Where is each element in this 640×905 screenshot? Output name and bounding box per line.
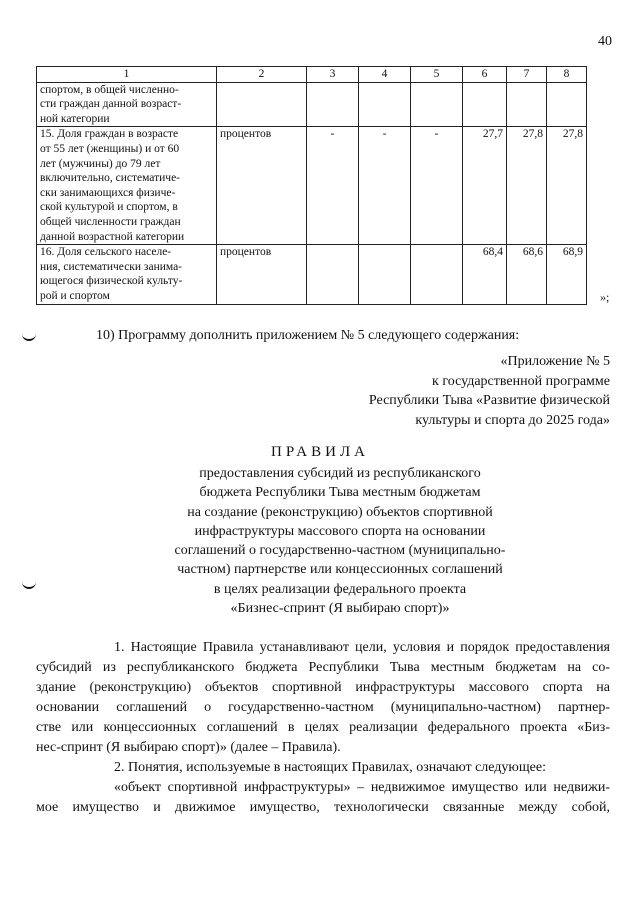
body-line: здание (реконструкцию) объектов спортивной инфраструктуры массового спорта на	[36, 680, 610, 695]
subtitle-line: бюджета Республики Тыва местным бюджетам	[199, 485, 481, 501]
amendment-paragraph: 10) Программу дополнить приложением № 5 следующего содержания:	[96, 328, 520, 343]
cell-line: сти граждан данной возраст-	[40, 98, 182, 111]
subtitle-line: в целях реализации федерального проекта	[213, 581, 467, 597]
cell-line: 16. Доля сельского населе-	[40, 246, 172, 259]
appendix-line: Республики Тыва «Развитие физической	[368, 393, 610, 408]
cell-line: рой и спортом	[40, 289, 110, 302]
value-cell	[411, 245, 463, 304]
value-cell: 27,7	[463, 127, 507, 245]
subtitle-line: частном) партнерстве или концессионных соглашений	[177, 562, 503, 578]
cell-line: спортом, в общей численно-	[40, 83, 179, 96]
body-line: «объект спортивной инфраструктуры» – недвижимое имущество или недвижи-	[114, 780, 610, 795]
header-cell: 6	[463, 67, 507, 83]
value-cell: 68,6	[507, 245, 547, 304]
table-header-row	[37, 67, 587, 83]
value-cell	[507, 82, 547, 127]
subtitle-line: инфраструктуры массового спорта на основании	[194, 523, 486, 539]
table-closing-quote: »;	[600, 290, 610, 304]
value-cell	[359, 245, 411, 304]
appendix-line: к государственной программе	[432, 373, 610, 389]
unit-cell: процентов	[217, 245, 307, 304]
cell-line: от 55 лет (женщины) и от 60	[40, 142, 180, 155]
value-cell	[463, 82, 507, 127]
indicator-name-cell	[37, 245, 217, 304]
value-cell: -	[411, 127, 463, 245]
indicators-table	[36, 66, 587, 305]
value-cell	[547, 82, 587, 127]
body-line: нес-спринт (Я выбираю спорт)» (далее – Правила).	[36, 740, 341, 755]
value-cell	[307, 82, 359, 127]
header-cell: 3	[307, 67, 359, 83]
header-cell: 5	[411, 67, 463, 83]
cell-line: ющегося физической культу-	[40, 275, 183, 288]
margin-mark	[22, 581, 36, 589]
body-line: 2. Понятия, используемые в настоящих Правилах, означают следующее:	[114, 760, 546, 775]
table-row	[37, 127, 587, 245]
body-line: стве или концессионных соглашений в целях реализации федерального проекта «Биз-	[36, 720, 610, 735]
header-cell: 2	[217, 67, 307, 83]
cell-line: ной категории	[40, 112, 110, 125]
cell-line: 15. Доля граждан в возрасте	[40, 128, 179, 141]
margin-mark	[22, 333, 36, 341]
cell-line: общей численности граждан	[40, 215, 181, 228]
appendix-line: культуры и спорта до 2025 года»	[415, 412, 610, 428]
cell-line: данной возрастной категории	[40, 230, 185, 243]
value-cell	[411, 82, 463, 127]
body-line: 1. Настоящие Правила устанавливают цели, условия и порядок предоставления	[114, 640, 610, 655]
value-cell: 68,4	[463, 245, 507, 304]
body-text	[36, 638, 610, 818]
cell-line: ской культурой и спортом, в	[40, 201, 178, 214]
cell-line: лет (мужчины) до 79 лет	[40, 157, 161, 170]
unit-cell	[217, 82, 307, 127]
subtitle-line: соглашений о государственно-частном (муниципально-	[174, 543, 506, 559]
header-cell: 7	[507, 67, 547, 83]
page-number: 40	[598, 34, 612, 49]
indicator-name-cell	[37, 127, 217, 245]
subtitle-line: «Бизнес-спринт (Я выбираю спорт)»	[230, 601, 450, 617]
appendix-line: «Приложение № 5	[500, 354, 610, 369]
table-row	[37, 245, 587, 304]
value-cell: -	[359, 127, 411, 245]
value-cell: 27,8	[507, 127, 547, 245]
header-cell: 1	[37, 67, 217, 83]
subtitle-line: предоставления субсидий из республиканского	[199, 466, 481, 481]
rules-subtitle	[150, 464, 530, 618]
cell-line: включительно, систематиче-	[40, 172, 181, 185]
subtitle-line: на создание (реконструкцию) объектов спортивной	[187, 504, 493, 520]
table-row	[37, 82, 587, 127]
indicator-name-cell	[37, 82, 217, 127]
body-line: субсидий из республиканского бюджета Республики Тыва местным бюджетам на со-	[36, 660, 610, 675]
value-cell	[359, 82, 411, 127]
value-cell: 68,9	[547, 245, 587, 304]
cell-line: ски занимающихся физиче-	[40, 186, 176, 199]
value-cell: 27,8	[547, 127, 587, 245]
body-line: мое имущество и движимое имущество, технологически связанные между собой,	[36, 800, 610, 815]
appendix-header	[320, 352, 610, 430]
rules-heading: ПРАВИЛА	[271, 444, 369, 460]
body-line: основании соглашений о государственно-частном (муниципально-частном) партнер-	[36, 700, 610, 715]
header-cell: 8	[547, 67, 587, 83]
unit-cell: процентов	[217, 127, 307, 245]
value-cell: -	[307, 127, 359, 245]
value-cell	[307, 245, 359, 304]
cell-line: ния, систематически занима-	[40, 260, 183, 273]
header-cell: 4	[359, 67, 411, 83]
